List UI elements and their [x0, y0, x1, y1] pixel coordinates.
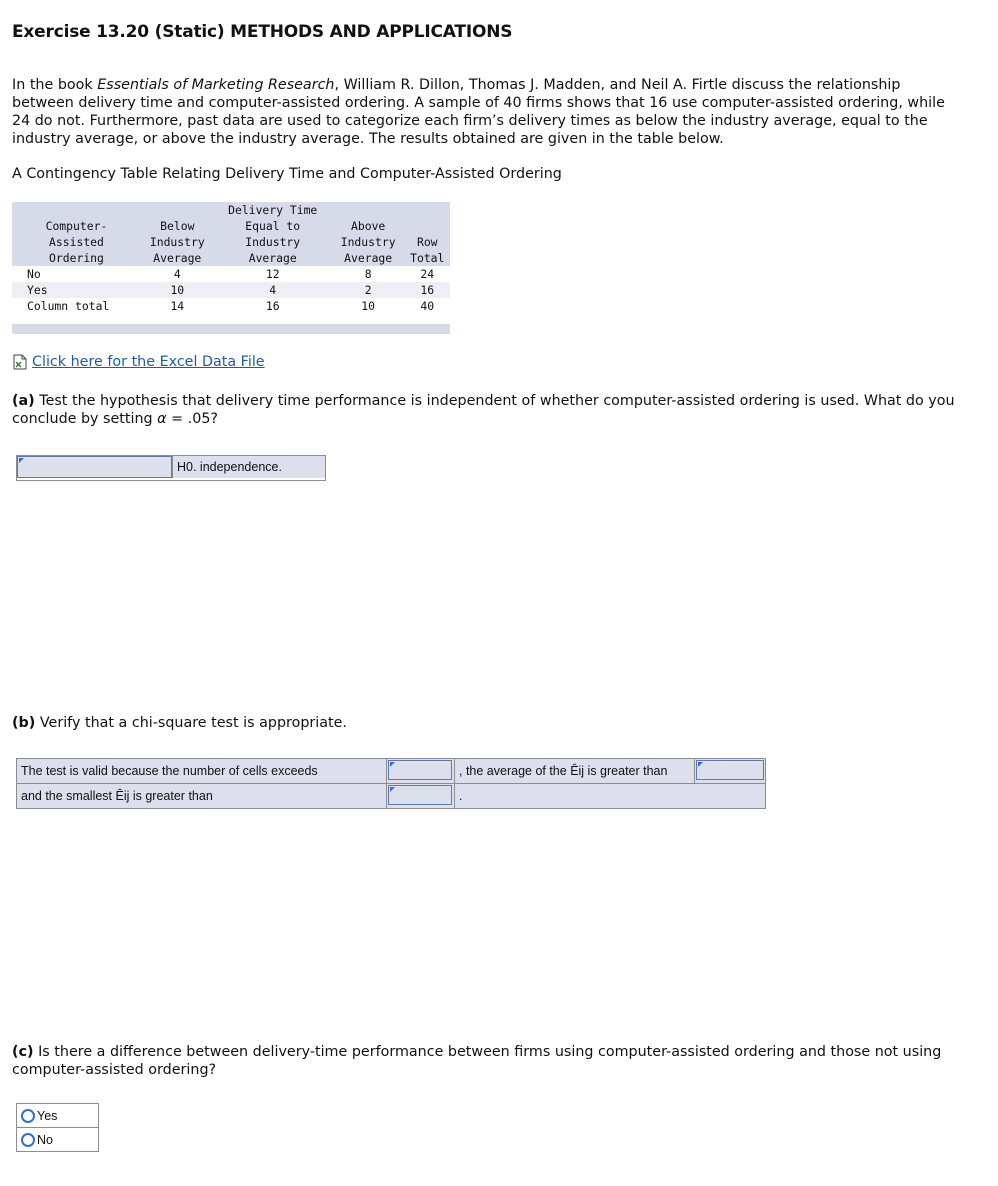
spreadsheet-file-icon: [12, 354, 28, 370]
question-a-label: (a): [12, 393, 35, 409]
row-label: No: [27, 267, 41, 281]
question-b-text: Verify that a chi-square test is appropriate.: [35, 715, 347, 731]
question-c-text: Is there a difference between delivery-time performance between firms using computer-assisted ordering and those not using computer-assisted ordering?: [12, 1044, 942, 1078]
cells-count-dropdown[interactable]: [388, 760, 452, 780]
header-cell: Below: [141, 218, 214, 234]
question-a: [12, 392, 962, 428]
table-cell: 14: [170, 299, 185, 313]
header-cell: Average: [332, 250, 405, 266]
row-label: Yes: [12, 282, 141, 298]
excel-data-link[interactable]: [12, 354, 265, 370]
answer-b-row2-text: and the smallest Êij is greater than: [17, 784, 386, 808]
table-cell: 2: [332, 282, 405, 298]
question-c-label: (c): [12, 1044, 34, 1060]
header-cell: Ordering: [12, 250, 141, 266]
table-row: [12, 282, 450, 298]
cell-wrapper: [386, 759, 454, 783]
header-cell: Average: [141, 250, 214, 266]
smallest-eij-dropdown[interactable]: [388, 785, 452, 805]
exercise-title: Exercise 13.20 (Static) METHODS AND APPLICATIONS: [12, 22, 513, 42]
table-row: [12, 266, 450, 282]
table-cell: 4: [173, 267, 181, 281]
option-yes-label: Yes: [37, 1108, 58, 1123]
radio-no[interactable]: [21, 1133, 35, 1147]
table-caption: A Contingency Table Relating Delivery Time and Computer-Assisted Ordering: [12, 166, 562, 182]
option-yes[interactable]: [17, 1104, 98, 1127]
answer-b-row1-text: The test is valid because the number of cells exceeds: [17, 759, 386, 783]
cell-wrapper: [386, 784, 454, 808]
question-b: [12, 714, 962, 732]
alpha-value: = .05?: [166, 411, 219, 427]
header-blank: [141, 202, 214, 218]
header-cell: Industry: [332, 234, 405, 250]
answer-b-row2-end: .: [454, 784, 765, 808]
question-c: [12, 1043, 962, 1079]
decision-dropdown[interactable]: [17, 456, 172, 478]
header-cell: Row: [405, 234, 450, 250]
excel-link-label[interactable]: Click here for the Excel Data File: [32, 354, 265, 370]
question-b-label: (b): [12, 715, 36, 731]
option-no-label: No: [37, 1132, 53, 1147]
answer-a-suffix: H0. independence.: [172, 456, 325, 478]
header-cell: Industry: [141, 234, 214, 250]
header-cell: Computer-: [12, 218, 141, 234]
header-blank: [332, 202, 405, 218]
table-cell: 4: [214, 282, 332, 298]
header-cell: Above: [332, 218, 405, 234]
header-cell: Average: [214, 250, 332, 266]
table-cell: 10: [141, 282, 214, 298]
average-eij-dropdown[interactable]: [696, 760, 764, 780]
answer-b-row1-mid: , the average of the Êij is greater than: [454, 759, 694, 783]
header-cell: [405, 218, 450, 234]
table-cell: 16: [405, 282, 450, 298]
row-label: Column total: [27, 299, 110, 313]
table-cell: 12: [265, 267, 280, 281]
header-cell: Industry: [214, 234, 332, 250]
question-a-text: Test the hypothesis that delivery time performance is independent of whether computer-assisted ordering is used. What do you conclude by setting: [12, 393, 955, 427]
table-cell: 10: [361, 299, 376, 313]
radio-yes[interactable]: [21, 1109, 35, 1123]
header-cell: Total: [405, 250, 450, 266]
alpha-symbol: α: [157, 411, 167, 427]
intro-paragraph: [12, 76, 962, 148]
table-cell: 16: [265, 299, 280, 313]
header-blank: [405, 202, 450, 218]
intro-prefix: In the book: [12, 77, 98, 93]
contingency-table: [12, 202, 450, 329]
answer-a-row: [16, 455, 326, 481]
table-cell: 24: [420, 267, 435, 281]
table-cell: 8: [364, 267, 372, 281]
intro-suffix: , William R. Dillon, Thomas J. Madden, and Neil A. Firtle discuss the relationship between delivery time and computer-assisted ordering. A sample of 40 firms shows that 16 use computer-assisted ordering, while 24 do not. Furthermore, past data are used to categorize each firm’s delivery times as below the industry average, equal to the industry average, or above the industry average. The results obtained are given in the table below.: [12, 77, 945, 147]
group-header: Delivery Time: [214, 202, 332, 218]
option-no[interactable]: [17, 1127, 98, 1151]
header-blank: [12, 202, 141, 218]
table-cell: 40: [420, 299, 435, 313]
answer-c-options: [16, 1103, 99, 1152]
book-title: Essentials of Marketing Research: [97, 77, 335, 93]
table-row: [12, 298, 450, 314]
header-cell: Assisted: [12, 234, 141, 250]
table-footer-bar: [12, 324, 450, 334]
answer-b-grid: [16, 758, 766, 809]
header-cell: Equal to: [214, 218, 332, 234]
cell-wrapper: [694, 759, 765, 783]
